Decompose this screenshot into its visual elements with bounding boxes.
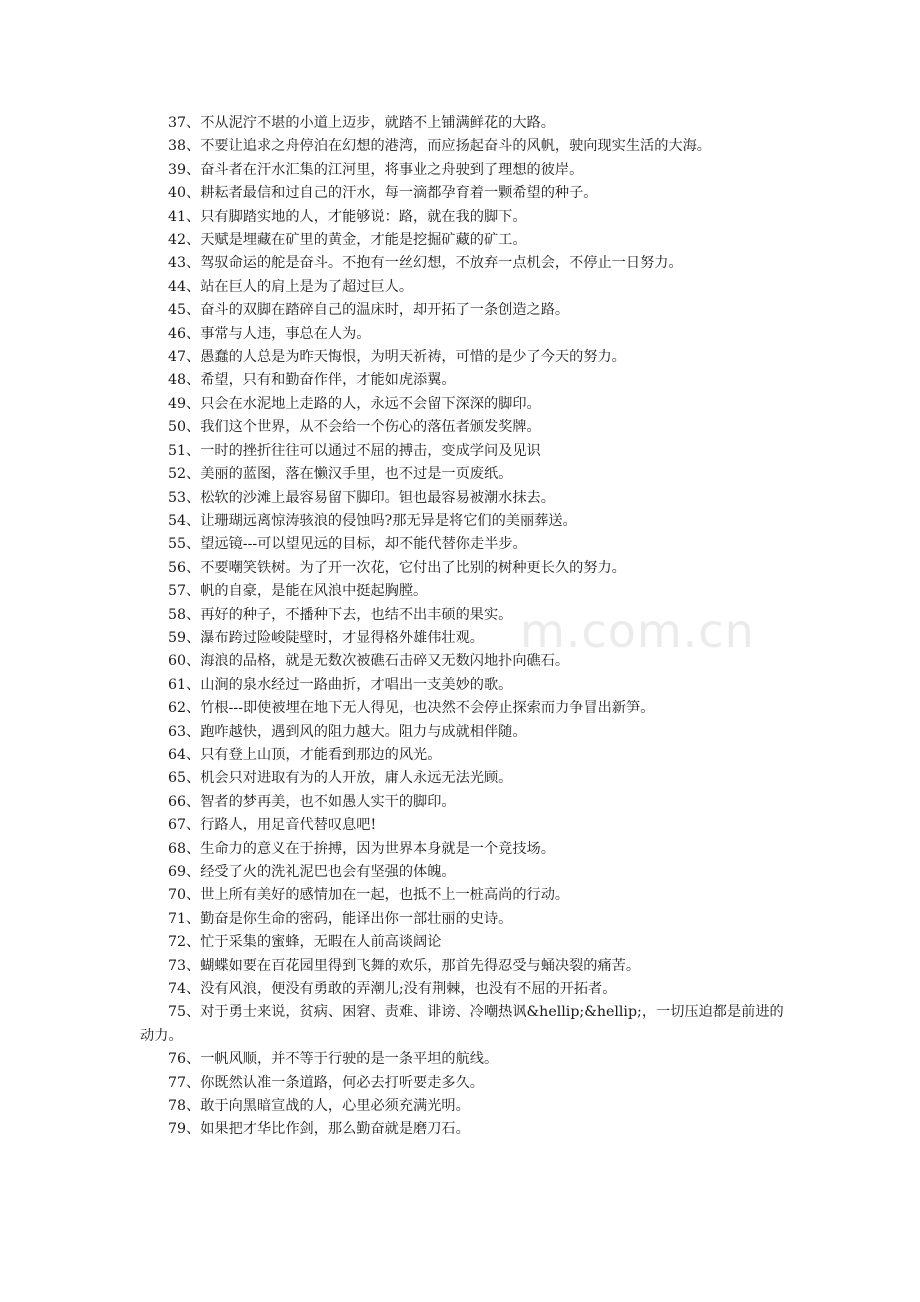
quote-line: 61、山涧的泉水经过一路曲折，才唱出一支美妙的歌。 bbox=[168, 676, 513, 693]
quote-line: 76、一帆风顺，并不等于行驶的是一条平坦的航线。 bbox=[168, 1051, 499, 1068]
quote-line: 48、希望，只有和勤奋作伴，才能如虎添翼。 bbox=[168, 372, 456, 389]
watermark: m.com.cn bbox=[520, 604, 755, 658]
quote-line: 62、竹根---即使被埋在地下无人得见，也决然不会停止探索而力争冒出新笋。 bbox=[168, 700, 655, 717]
quote-line: 70、世上所有美好的感情加在一起，也抵不上一桩高尚的行动。 bbox=[168, 887, 570, 904]
quote-list bbox=[140, 112, 785, 1142]
quote-line: 78、敢于向黑暗宣战的人，心里必须充满光明。 bbox=[168, 1098, 470, 1115]
quote-line: 66、智者的梦再美，也不如愚人实干的脚印。 bbox=[168, 793, 456, 810]
quote-line: 72、忙于采集的蜜蜂，无暇在人前高谈阔论 bbox=[168, 934, 442, 951]
quote-line: 74、没有风浪，便没有勇敢的弄潮儿;没有荆棘，也没有不屈的开拓者。 bbox=[168, 981, 617, 998]
quote-line: 43、驾驭命运的舵是奋斗。不抱有一丝幻想，不放弃一点机会，不停止一日努力。 bbox=[168, 255, 683, 272]
quote-line: 57、帆的自豪，是能在风浪中挺起胸膛。 bbox=[168, 583, 428, 600]
quote-line: 42、天赋是埋藏在矿里的黄金，才能是挖掘矿藏的矿工。 bbox=[168, 232, 527, 249]
quote-line: 44、站在巨人的肩上是为了超过巨人。 bbox=[168, 278, 414, 295]
quote-line: 46、事常与人违，事总在人为。 bbox=[168, 325, 371, 342]
quote-line: 63、跑咋越快，遇到风的阻力越大。阻力与成就相伴随。 bbox=[168, 723, 527, 740]
quote-line: 41、只有脚踏实地的人，才能够说：路，就在我的脚下。 bbox=[168, 208, 527, 225]
quote-line: 49、只会在水泥地上走路的人，永远不会留下深深的脚印。 bbox=[168, 395, 541, 412]
quote-line: 54、让珊瑚远离惊涛骇浪的侵蚀吗?那无异是将它们的美丽葬送。 bbox=[168, 512, 577, 529]
quote-line: 59、瀑布跨过险峻陡壁时，才显得格外雄伟壮观。 bbox=[168, 629, 484, 646]
quote-line: 50、我们这个世界，从不会给一个伤心的落伍者颁发奖牌。 bbox=[168, 419, 541, 436]
quote-line: 64、只有登上山顶，才能看到那边的风光。 bbox=[168, 746, 442, 763]
quote-line: 37、不从泥泞不堪的小道上迈步，就踏不上铺满鲜花的大路。 bbox=[168, 115, 555, 131]
quote-line: 40、耕耘者最信和过自己的汗水，每一滴都孕育着一颗希望的种子。 bbox=[168, 185, 598, 202]
quote-line: 53、松软的沙滩上最容易留下脚印。钽也最容易被潮水抹去。 bbox=[168, 489, 555, 506]
quote-line: 45、奋斗的双脚在踏碎自己的温床时，却开拓了一条创造之路。 bbox=[168, 302, 570, 319]
quote-line: 38、不要让追求之舟停泊在幻想的港湾，而应扬起奋斗的风帆，驶向现实生活的大海。 bbox=[168, 138, 711, 155]
quote-line: 71、勤奋是你生命的密码，能译出你一部壮丽的史诗。 bbox=[168, 910, 513, 927]
quote-line: 79、如果把才华比作剑，那么勤奋就是磨刀石。 bbox=[168, 1121, 470, 1138]
quote-line: 69、经受了火的洗礼泥巴也会有坚强的体魄。 bbox=[168, 864, 456, 880]
quote-line: 55、望远镜---可以望见远的目标，却不能代替你走半步。 bbox=[168, 536, 527, 553]
quote-line: 39、奋斗者在汗水汇集的江河里，将事业之舟驶到了理想的彼岸。 bbox=[168, 161, 584, 178]
quote-line: 60、海浪的品格，就是无数次被礁石击碎又无数闪地扑向礁石。 bbox=[168, 653, 570, 670]
quote-line: 75、对于勇士来说，贫病、困窘、责难、诽谤、冷嘲热讽&hellip;&hellip;，一切压迫都是前进的动力。 bbox=[140, 1004, 784, 1044]
quote-line: 56、不要嘲笑铁树。为了开一次花，它付出了比别的树种更长久的努力。 bbox=[168, 559, 626, 576]
quote-line: 52、美丽的蓝图，落在懒汉手里，也不过是一页废纸。 bbox=[168, 466, 513, 483]
quote-line: 73、蝴蝶如要在百花园里得到飞舞的欢乐，那首先得忍受与蛹决裂的痛苦。 bbox=[168, 957, 641, 974]
quote-line: 58、再好的种子，不播种下去，也结不出丰硕的果实。 bbox=[168, 606, 513, 623]
quote-line: 47、愚蠢的人总是为昨天悔恨，为明天祈祷，可惜的是少了今天的努力。 bbox=[168, 349, 626, 366]
quote-line: 67、行路人，用足音代替叹息吧! bbox=[168, 817, 377, 834]
quote-line: 65、机会只对进取有为的人开放，庸人永远无法光顾。 bbox=[168, 770, 513, 787]
quote-line: 51、一时的挫折往往可以通过不屈的搏击，变成学问及见识 bbox=[168, 442, 541, 459]
quote-line: 77、你既然认准一条道路，何必去打听要走多久。 bbox=[168, 1074, 484, 1091]
quote-line: 68、生命力的意义在于拚搏，因为世界本身就是一个竞技场。 bbox=[168, 840, 555, 857]
